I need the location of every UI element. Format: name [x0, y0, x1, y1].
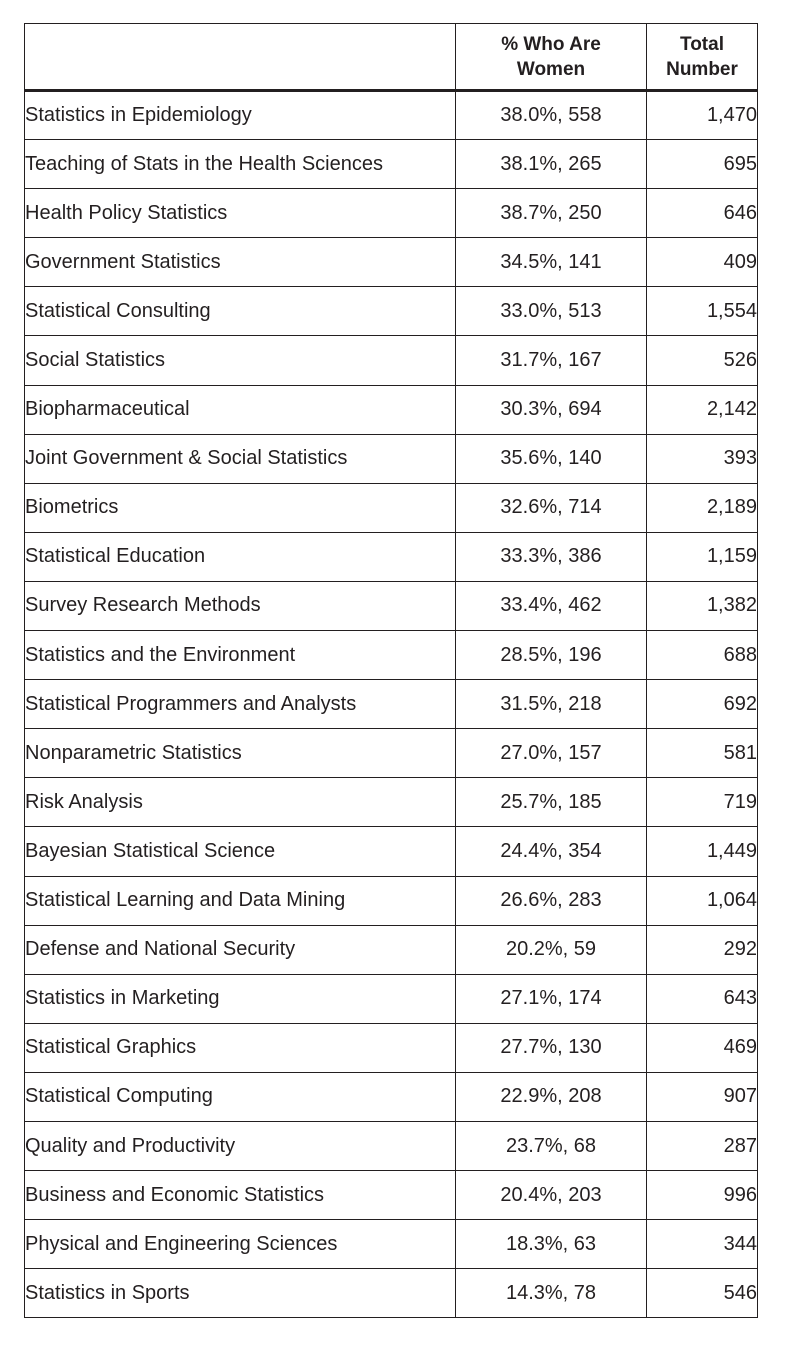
table-row [25, 729, 758, 778]
section-name-cell: Statistical Programmers and Analysts [25, 680, 456, 729]
pct-women-cell: 34.5%, 141 [456, 238, 647, 287]
pct-women-cell: 27.7%, 130 [456, 1023, 647, 1072]
table-row [25, 876, 758, 925]
pct-women-cell: 38.0%, 558 [456, 91, 647, 140]
table-row [25, 631, 758, 680]
table-row [25, 385, 758, 434]
section-name-cell: Statistics in Epidemiology [25, 91, 456, 140]
header-pct-women [456, 24, 647, 91]
section-name-cell: Statistics in Marketing [25, 974, 456, 1023]
table-row [25, 974, 758, 1023]
total-number-cell: 526 [647, 336, 758, 385]
total-number-cell: 1,449 [647, 827, 758, 876]
pct-women-cell: 32.6%, 714 [456, 483, 647, 532]
pct-women-cell: 26.6%, 283 [456, 876, 647, 925]
table-row [25, 434, 758, 483]
table-row [25, 532, 758, 581]
header-total [647, 24, 758, 91]
header-total-line2: Number [666, 58, 738, 80]
table-row [25, 1269, 758, 1318]
section-name-cell: Statistical Education [25, 532, 456, 581]
table-row [25, 925, 758, 974]
pct-women-cell: 27.1%, 174 [456, 974, 647, 1023]
table-row [25, 1220, 758, 1269]
total-number-cell: 719 [647, 778, 758, 827]
total-number-cell: 2,189 [647, 483, 758, 532]
table-row [25, 1171, 758, 1220]
total-number-cell: 344 [647, 1220, 758, 1269]
pct-women-cell: 28.5%, 196 [456, 631, 647, 680]
total-number-cell: 1,159 [647, 532, 758, 581]
section-name-cell: Quality and Productivity [25, 1121, 456, 1170]
header-pct-women-line1: % Who Are [501, 33, 601, 55]
section-name-cell: Statistical Graphics [25, 1023, 456, 1072]
total-number-cell: 643 [647, 974, 758, 1023]
section-name-cell: Nonparametric Statistics [25, 729, 456, 778]
total-number-cell: 287 [647, 1121, 758, 1170]
table-row [25, 238, 758, 287]
section-name-cell: Statistical Learning and Data Mining [25, 876, 456, 925]
section-name-cell: Physical and Engineering Sciences [25, 1220, 456, 1269]
total-number-cell: 907 [647, 1072, 758, 1121]
section-name-cell: Social Statistics [25, 336, 456, 385]
pct-women-cell: 33.0%, 513 [456, 287, 647, 336]
total-number-cell: 546 [647, 1269, 758, 1318]
header-pct-women-line2: Women [516, 58, 586, 80]
pct-women-cell: 33.3%, 386 [456, 532, 647, 581]
table-row [25, 336, 758, 385]
table-row [25, 778, 758, 827]
table-row [25, 483, 758, 532]
pct-women-cell: 27.0%, 157 [456, 729, 647, 778]
section-name-cell: Statistical Consulting [25, 287, 456, 336]
section-name-cell: Bayesian Statistical Science [25, 827, 456, 876]
table-row [25, 1072, 758, 1121]
table-header [25, 24, 758, 91]
table-body [25, 91, 758, 1318]
pct-women-cell: 23.7%, 68 [456, 1121, 647, 1170]
total-number-cell: 1,382 [647, 581, 758, 630]
pct-women-cell: 25.7%, 185 [456, 778, 647, 827]
section-membership-table [24, 23, 758, 1318]
total-number-cell: 695 [647, 140, 758, 189]
header-total-line1: Total [680, 33, 724, 55]
section-name-cell: Statistics in Sports [25, 1269, 456, 1318]
section-name-cell: Joint Government & Social Statistics [25, 434, 456, 483]
pct-women-cell: 38.1%, 265 [456, 140, 647, 189]
total-number-cell: 409 [647, 238, 758, 287]
pct-women-cell: 20.2%, 59 [456, 925, 647, 974]
total-number-cell: 646 [647, 189, 758, 238]
section-name-cell: Survey Research Methods [25, 581, 456, 630]
table-row [25, 287, 758, 336]
total-number-cell: 2,142 [647, 385, 758, 434]
total-number-cell: 688 [647, 631, 758, 680]
pct-women-cell: 31.5%, 218 [456, 680, 647, 729]
table-row [25, 91, 758, 140]
table-row [25, 581, 758, 630]
section-name-cell: Biometrics [25, 483, 456, 532]
pct-women-cell: 38.7%, 250 [456, 189, 647, 238]
total-number-cell: 292 [647, 925, 758, 974]
table-row [25, 189, 758, 238]
pct-women-cell: 22.9%, 208 [456, 1072, 647, 1121]
pct-women-cell: 33.4%, 462 [456, 581, 647, 630]
section-name-cell: Statistics and the Environment [25, 631, 456, 680]
table-row [25, 680, 758, 729]
section-name-cell: Risk Analysis [25, 778, 456, 827]
pct-women-cell: 14.3%, 78 [456, 1269, 647, 1318]
pct-women-cell: 31.7%, 167 [456, 336, 647, 385]
total-number-cell: 1,470 [647, 91, 758, 140]
table-row [25, 1121, 758, 1170]
table-row [25, 827, 758, 876]
total-number-cell: 1,064 [647, 876, 758, 925]
section-name-cell: Government Statistics [25, 238, 456, 287]
pct-women-cell: 35.6%, 140 [456, 434, 647, 483]
section-name-cell: Business and Economic Statistics [25, 1171, 456, 1220]
total-number-cell: 581 [647, 729, 758, 778]
pct-women-cell: 18.3%, 63 [456, 1220, 647, 1269]
table-row [25, 140, 758, 189]
total-number-cell: 996 [647, 1171, 758, 1220]
section-name-cell: Biopharmaceutical [25, 385, 456, 434]
total-number-cell: 393 [647, 434, 758, 483]
header-section [25, 24, 456, 91]
table-row [25, 1023, 758, 1072]
header-row [25, 24, 758, 91]
total-number-cell: 692 [647, 680, 758, 729]
pct-women-cell: 24.4%, 354 [456, 827, 647, 876]
section-name-cell: Health Policy Statistics [25, 189, 456, 238]
total-number-cell: 469 [647, 1023, 758, 1072]
section-name-cell: Defense and National Security [25, 925, 456, 974]
section-name-cell: Teaching of Stats in the Health Sciences [25, 140, 456, 189]
pct-women-cell: 30.3%, 694 [456, 385, 647, 434]
total-number-cell: 1,554 [647, 287, 758, 336]
section-name-cell: Statistical Computing [25, 1072, 456, 1121]
pct-women-cell: 20.4%, 203 [456, 1171, 647, 1220]
